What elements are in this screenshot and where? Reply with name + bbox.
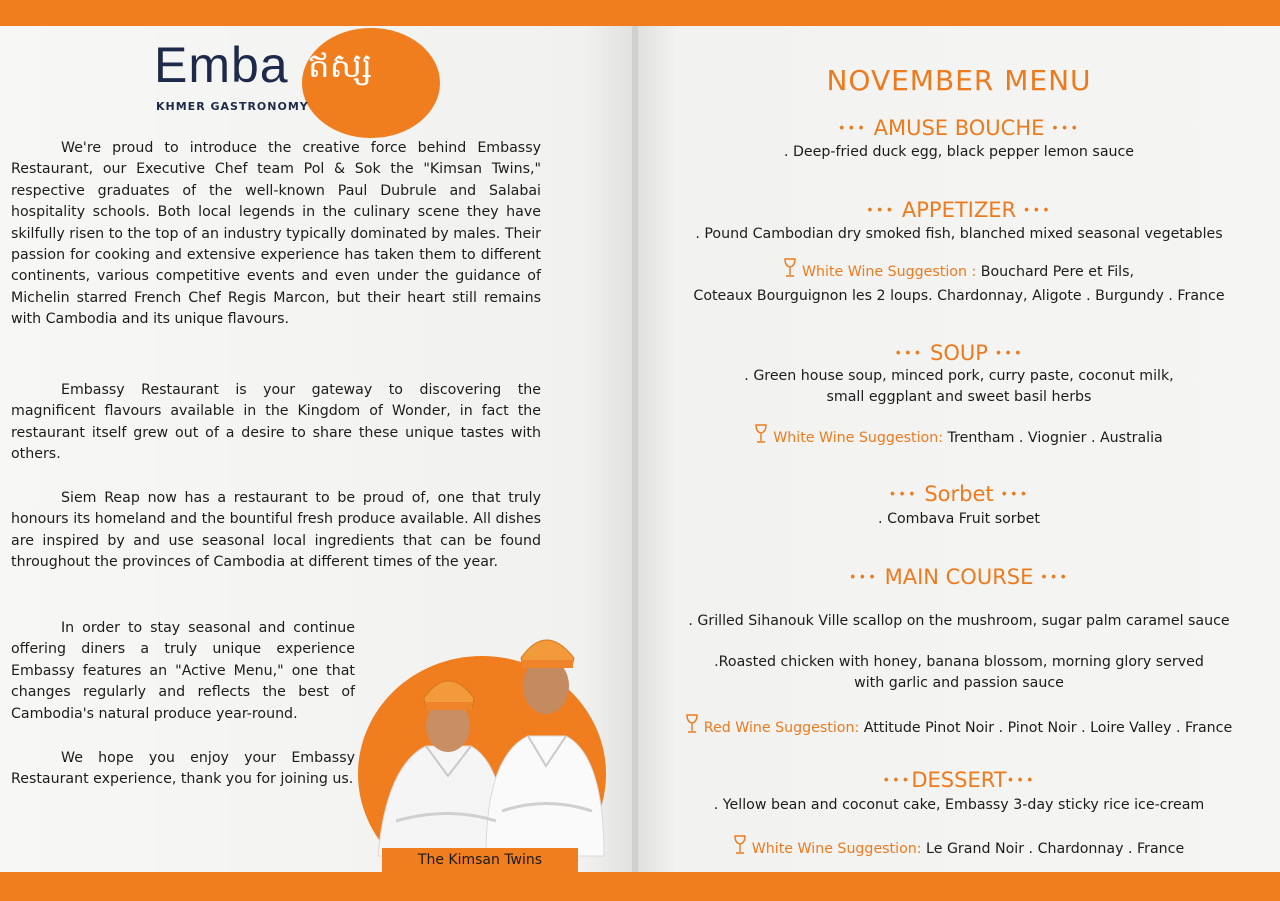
section-heading: DESSERT <box>911 768 1007 792</box>
wine-label: White Wine Suggestion: <box>773 430 943 446</box>
intro-paragraph-5: We hope you enjoy your Embassy Restaurant experience, thank you for joining us. <box>11 750 355 788</box>
intro-paragraph-1: We're proud to introduce the creative force behind Embassy Restaurant, our Executive Chef team Pol & Sok the "Kimsan Twins," respective graduates of the well-known Paul Dubrule and Salabai hospitality schools. Both local legends in the culinary scene they have skilfully risen to the top of an industry typically dominated by males. Their passion for cooking and extensive experience has taken them to different continents, various competitive events and even under the guidance of Michelin starred French Chef Regis Marcon, but their heart still remains with Cambodia and its unique flavours. <box>11 140 541 328</box>
appetizer-wine-details: Coteaux Bourguignon les 2 loups. Chardonnay, Aligote . Burgundy . France <box>693 288 1225 304</box>
dots-right: ••• <box>1040 570 1070 586</box>
left-page <box>0 26 632 872</box>
appetizer-item: . Pound Cambodian dry smoked fish, blanched mixed seasonal vegetables <box>695 226 1223 242</box>
wine-name: Bouchard Pere et Fils, <box>980 264 1134 280</box>
section-heading: SOUP <box>930 341 988 365</box>
section-dessert <box>638 768 1280 792</box>
section-heading: MAIN COURSE <box>884 565 1034 589</box>
wine-glass-icon <box>686 714 698 734</box>
wine-label: Red Wine Suggestion: <box>703 720 860 736</box>
section-soup <box>638 341 1280 365</box>
wine-name: Attitude Pinot Noir . Pinot Noir . Loire Valley . France <box>863 720 1233 736</box>
dessert-item: . Yellow bean and coconut cake, Embassy 3-day sticky rice ice-cream <box>713 797 1205 813</box>
section-heading: APPETIZER <box>901 198 1017 222</box>
logo-khmer-text: ឥស្ស <box>308 46 373 86</box>
section-heading: AMUSE BOUCHE <box>873 116 1045 140</box>
top-orange-band <box>0 0 1280 26</box>
wine-glass-icon <box>784 258 796 278</box>
section-amuse-bouche <box>638 116 1280 140</box>
main-course-item-1: . Grilled Sihanouk Ville scallop on the mushroom, sugar palm caramel sauce <box>688 613 1230 629</box>
soup-wine-suggestion <box>638 424 1280 446</box>
menu-title: NOVEMBER MENU <box>826 64 1092 97</box>
wine-name: Trentham . Viognier . Australia <box>947 430 1163 446</box>
main-course-item-2-line-2: with garlic and passion sauce <box>854 675 1064 691</box>
section-sorbet <box>638 482 1280 506</box>
dots-left: ••• <box>866 203 896 219</box>
wine-label: White Wine Suggestion: <box>751 841 922 857</box>
wine-glass-icon <box>734 835 746 855</box>
logo-subtitle: KHMER GASTRONOMY <box>156 100 309 113</box>
dots-left: ••• <box>894 346 924 362</box>
dots-left: ••• <box>888 487 918 503</box>
embassy-logo <box>150 32 450 142</box>
soup-item-line-2: small eggplant and sweet basil herbs <box>826 389 1092 405</box>
dots-right: ••• <box>1006 773 1036 789</box>
dessert-wine-suggestion <box>638 835 1280 857</box>
main-course-item-2-line-1: .Roasted chicken with honey, banana blossom, morning glory served <box>714 654 1204 670</box>
intro-paragraph-3: Siem Reap now has a restaurant to be proud of, one that truly honours its homeland and the bountiful fresh produce available. All dishes are inspired by and use seasonal local ingredients that can be found throughout the provinces of Cambodia at different times of the year. <box>11 490 541 571</box>
intro-paragraph-4: In order to stay seasonal and continue offering diners a truly unique experience Embassy features an "Active Menu," one that changes regularly and reflects the best of Cambodia's natural produce year-round. <box>11 620 355 722</box>
dots-right: ••• <box>1051 121 1081 137</box>
section-heading: Sorbet <box>924 482 994 506</box>
bottom-orange-band <box>0 872 1280 901</box>
main-course-wine-suggestion <box>638 714 1280 736</box>
amuse-bouche-item: . Deep-fried duck egg, black pepper lemon sauce <box>783 144 1135 160</box>
dots-right: ••• <box>1000 487 1030 503</box>
wine-glass-icon <box>755 424 767 444</box>
sorbet-item: . Combava Fruit sorbet <box>878 511 1040 527</box>
right-page <box>638 26 1280 872</box>
section-main-course <box>638 565 1280 589</box>
section-appetizer <box>638 198 1280 222</box>
kimsan-twins-photo <box>356 606 616 872</box>
soup-item-line-1: . Green house soup, minced pork, curry paste, coconut milk, <box>744 368 1174 384</box>
dots-left: ••• <box>882 773 912 789</box>
dots-left: ••• <box>837 121 867 137</box>
appetizer-wine-suggestion <box>638 258 1280 280</box>
wine-name: Le Grand Noir . Chardonnay . France <box>926 841 1185 857</box>
dots-right: ••• <box>1022 203 1052 219</box>
dots-right: ••• <box>994 346 1024 362</box>
wine-label: White Wine Suggestion : <box>801 264 977 280</box>
intro-paragraph-2: Embassy Restaurant is your gateway to discovering the magnificent flavours available in the Kingdom of Wonder, in fact the restaurant itself grew out of a desire to share these unique tastes with others. <box>11 382 541 463</box>
logo-name: Emba <box>154 37 289 93</box>
dots-left: ••• <box>848 570 878 586</box>
chef-caption: The Kimsan Twins <box>382 848 578 872</box>
